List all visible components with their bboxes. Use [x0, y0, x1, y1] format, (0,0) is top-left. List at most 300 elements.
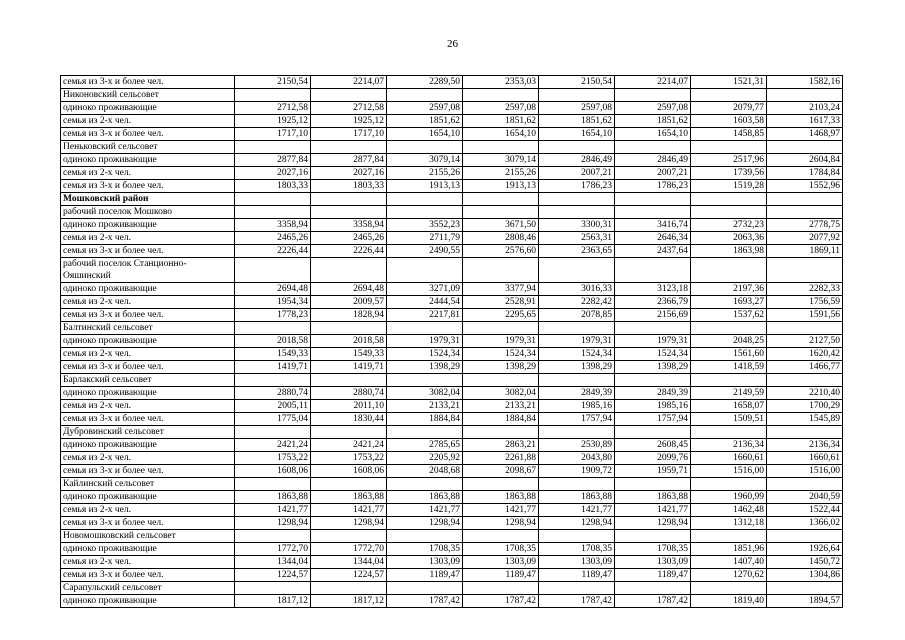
value-cell: 1830,44 [311, 413, 387, 426]
value-cell: 1421,77 [615, 504, 691, 517]
value-cell [463, 374, 539, 387]
value-cell [387, 141, 463, 154]
value-cell: 1298,94 [539, 517, 615, 530]
value-cell [463, 89, 539, 102]
value-cell: 2712,58 [311, 102, 387, 115]
value-cell: 1756,59 [767, 296, 843, 309]
value-cell: 2694,48 [235, 283, 311, 296]
value-cell: 2149,59 [691, 387, 767, 400]
value-cell [311, 258, 387, 283]
value-cell: 1787,42 [539, 595, 615, 608]
value-cell [311, 322, 387, 335]
row-label: семья из 2-х чел. [61, 232, 235, 245]
value-cell [235, 89, 311, 102]
value-cell: 2007,21 [615, 167, 691, 180]
locality-header-row [61, 426, 843, 439]
table-row [61, 128, 843, 141]
value-cell [387, 206, 463, 219]
row-label: семья из 3-х и более чел. [61, 361, 235, 374]
value-cell: 2880,74 [235, 387, 311, 400]
value-cell: 2421,24 [311, 439, 387, 452]
value-cell [615, 89, 691, 102]
locality-header-row [61, 141, 843, 154]
value-cell [235, 141, 311, 154]
value-cell: 1772,70 [311, 543, 387, 556]
value-cell: 1851,62 [615, 115, 691, 128]
value-cell: 1772,70 [235, 543, 311, 556]
value-cell: 1979,31 [615, 335, 691, 348]
value-cell: 1366,02 [767, 517, 843, 530]
value-cell: 1757,94 [615, 413, 691, 426]
value-cell: 1304,86 [767, 569, 843, 582]
value-cell: 2363,65 [539, 245, 615, 258]
value-cell: 2282,42 [539, 296, 615, 309]
value-cell [463, 258, 539, 283]
value-cell: 1658,07 [691, 400, 767, 413]
row-label: Кайлинский сельсовет [61, 478, 235, 491]
value-cell: 3079,14 [387, 154, 463, 167]
value-cell: 2465,26 [235, 232, 311, 245]
value-cell: 1979,31 [539, 335, 615, 348]
value-cell [387, 530, 463, 543]
value-cell: 2079,77 [691, 102, 767, 115]
value-cell: 2490,55 [387, 245, 463, 258]
table-row [61, 180, 843, 193]
value-cell: 1926,64 [767, 543, 843, 556]
value-cell: 1298,94 [463, 517, 539, 530]
value-cell: 2608,45 [615, 439, 691, 452]
row-label: рабочий поселок Станционно-Ояшинский [61, 258, 235, 283]
value-cell [767, 582, 843, 595]
value-cell: 1298,94 [235, 517, 311, 530]
value-cell [235, 258, 311, 283]
value-cell: 2732,23 [691, 219, 767, 232]
value-cell [539, 141, 615, 154]
value-cell: 2197,36 [691, 283, 767, 296]
row-label: семья из 3-х и более чел. [61, 76, 235, 89]
table-row [61, 296, 843, 309]
value-cell: 2155,26 [463, 167, 539, 180]
value-cell: 2027,16 [235, 167, 311, 180]
table-row [61, 219, 843, 232]
value-cell: 2846,49 [539, 154, 615, 167]
table-row [61, 465, 843, 478]
value-cell: 1524,34 [387, 348, 463, 361]
locality-header-row [61, 374, 843, 387]
value-cell: 2007,21 [539, 167, 615, 180]
row-label: одиноко проживающие [61, 543, 235, 556]
value-cell: 2136,34 [691, 439, 767, 452]
value-cell [311, 374, 387, 387]
value-cell [691, 582, 767, 595]
table-row [61, 517, 843, 530]
value-cell [235, 206, 311, 219]
value-cell [615, 258, 691, 283]
value-cell: 1421,77 [387, 504, 463, 517]
value-cell: 1863,88 [235, 491, 311, 504]
value-cell: 1753,22 [311, 452, 387, 465]
table-row [61, 245, 843, 258]
row-label: семья из 2-х чел. [61, 556, 235, 569]
value-cell [767, 530, 843, 543]
value-cell: 2077,92 [767, 232, 843, 245]
row-label: Новомошковский сельсовет [61, 530, 235, 543]
value-cell: 1620,42 [767, 348, 843, 361]
value-cell [539, 374, 615, 387]
locality-header-row [61, 478, 843, 491]
value-cell: 2217,81 [387, 309, 463, 322]
value-cell: 2517,96 [691, 154, 767, 167]
value-cell: 1421,77 [463, 504, 539, 517]
tariff-table [60, 75, 843, 608]
page-number: 26 [447, 38, 458, 50]
value-cell: 1863,88 [311, 491, 387, 504]
value-cell [463, 478, 539, 491]
value-cell [235, 193, 311, 206]
value-cell [691, 206, 767, 219]
value-cell: 2563,31 [539, 232, 615, 245]
value-cell: 1817,12 [311, 595, 387, 608]
value-cell: 1545,89 [767, 413, 843, 426]
table-row [61, 543, 843, 556]
value-cell: 1312,18 [691, 517, 767, 530]
row-label: Балтинский сельсовет [61, 322, 235, 335]
table-row [61, 439, 843, 452]
value-cell [311, 141, 387, 154]
value-cell: 2846,49 [615, 154, 691, 167]
value-cell [311, 206, 387, 219]
value-cell: 2048,68 [387, 465, 463, 478]
value-cell: 2421,24 [235, 439, 311, 452]
value-cell: 2597,08 [463, 102, 539, 115]
value-cell: 1979,31 [463, 335, 539, 348]
value-cell: 1462,48 [691, 504, 767, 517]
value-cell [235, 582, 311, 595]
value-cell [387, 582, 463, 595]
value-cell: 3123,18 [615, 283, 691, 296]
value-cell: 2694,48 [311, 283, 387, 296]
value-cell: 3377,94 [463, 283, 539, 296]
table-row [61, 504, 843, 517]
value-cell [387, 89, 463, 102]
row-label: Пеньковский сельсовет [61, 141, 235, 154]
value-cell: 2808,46 [463, 232, 539, 245]
value-cell: 1884,84 [463, 413, 539, 426]
row-label: рабочий поселок Мошково [61, 206, 235, 219]
value-cell: 2880,74 [311, 387, 387, 400]
value-cell [615, 193, 691, 206]
value-cell: 1421,77 [539, 504, 615, 517]
value-cell: 1660,61 [767, 452, 843, 465]
value-cell: 2261,88 [463, 452, 539, 465]
value-cell [463, 322, 539, 335]
value-cell [463, 582, 539, 595]
row-label: одиноко проживающие [61, 335, 235, 348]
value-cell [767, 141, 843, 154]
value-cell: 1803,33 [311, 180, 387, 193]
value-cell: 1608,06 [235, 465, 311, 478]
value-cell: 2133,21 [463, 400, 539, 413]
value-cell: 2282,33 [767, 283, 843, 296]
value-cell: 1863,98 [691, 245, 767, 258]
value-cell: 1708,35 [387, 543, 463, 556]
table-row [61, 335, 843, 348]
row-label: одиноко проживающие [61, 491, 235, 504]
value-cell [539, 206, 615, 219]
value-cell: 2711,79 [387, 232, 463, 245]
value-cell: 1521,31 [691, 76, 767, 89]
value-cell: 1954,34 [235, 296, 311, 309]
row-label: семья из 2-х чел. [61, 452, 235, 465]
value-cell: 1913,13 [387, 180, 463, 193]
value-cell: 2597,08 [387, 102, 463, 115]
value-cell [463, 530, 539, 543]
value-cell: 2576,60 [463, 245, 539, 258]
value-cell: 3300,31 [539, 219, 615, 232]
value-cell: 1537,62 [691, 309, 767, 322]
value-cell: 1819,40 [691, 595, 767, 608]
value-cell: 1549,33 [311, 348, 387, 361]
value-cell: 1654,10 [615, 128, 691, 141]
value-cell: 2027,16 [311, 167, 387, 180]
table-row [61, 452, 843, 465]
row-label: семья из 2-х чел. [61, 296, 235, 309]
value-cell [235, 478, 311, 491]
value-cell: 3079,14 [463, 154, 539, 167]
value-cell: 2437,64 [615, 245, 691, 258]
value-cell: 1828,94 [311, 309, 387, 322]
value-cell: 3416,74 [615, 219, 691, 232]
value-cell: 2849,39 [539, 387, 615, 400]
value-cell: 1189,47 [615, 569, 691, 582]
value-cell [539, 193, 615, 206]
value-cell: 1913,13 [463, 180, 539, 193]
row-label: семья из 3-х и более чел. [61, 180, 235, 193]
district-header-row [61, 193, 843, 206]
value-cell: 1303,09 [539, 556, 615, 569]
value-cell: 2366,79 [615, 296, 691, 309]
row-label: одиноко проживающие [61, 283, 235, 296]
value-cell: 3358,94 [311, 219, 387, 232]
value-cell: 2604,84 [767, 154, 843, 167]
value-cell [463, 206, 539, 219]
value-cell [463, 426, 539, 439]
table-row [61, 595, 843, 608]
value-cell [387, 374, 463, 387]
value-cell: 1959,71 [615, 465, 691, 478]
value-cell: 1654,10 [463, 128, 539, 141]
value-cell: 2226,44 [235, 245, 311, 258]
value-cell: 1603,58 [691, 115, 767, 128]
value-cell [615, 478, 691, 491]
value-cell [387, 258, 463, 283]
row-label: семья из 2-х чел. [61, 167, 235, 180]
value-cell: 1398,29 [387, 361, 463, 374]
value-cell [691, 478, 767, 491]
value-cell: 2043,80 [539, 452, 615, 465]
value-cell [235, 374, 311, 387]
value-cell: 1869,11 [767, 245, 843, 258]
value-cell [311, 193, 387, 206]
row-label: семья из 3-х и более чел. [61, 413, 235, 426]
locality-header-row [61, 530, 843, 543]
value-cell: 1552,96 [767, 180, 843, 193]
value-cell [767, 322, 843, 335]
row-label: одиноко проживающие [61, 439, 235, 452]
table-row [61, 154, 843, 167]
value-cell: 1303,09 [387, 556, 463, 569]
value-cell: 1549,33 [235, 348, 311, 361]
value-cell: 2009,57 [311, 296, 387, 309]
row-label: семья из 3-х и более чел. [61, 569, 235, 582]
value-cell [691, 426, 767, 439]
value-cell: 1450,72 [767, 556, 843, 569]
value-cell: 2849,39 [615, 387, 691, 400]
value-cell: 3016,33 [539, 283, 615, 296]
value-cell [767, 374, 843, 387]
table-row [61, 309, 843, 322]
value-cell: 1786,23 [615, 180, 691, 193]
value-cell: 1863,88 [463, 491, 539, 504]
locality-header-row [61, 206, 843, 219]
value-cell [767, 426, 843, 439]
value-cell: 1524,34 [615, 348, 691, 361]
value-cell: 1660,61 [691, 452, 767, 465]
table-row [61, 413, 843, 426]
value-cell: 3082,04 [463, 387, 539, 400]
value-cell: 1398,29 [463, 361, 539, 374]
value-cell: 1421,77 [311, 504, 387, 517]
value-cell [387, 193, 463, 206]
value-cell: 1418,59 [691, 361, 767, 374]
value-cell: 2597,08 [539, 102, 615, 115]
table-row [61, 400, 843, 413]
value-cell: 1757,94 [539, 413, 615, 426]
value-cell: 1708,35 [539, 543, 615, 556]
table-row [61, 232, 843, 245]
table-row [61, 491, 843, 504]
value-cell: 1909,72 [539, 465, 615, 478]
value-cell: 1775,04 [235, 413, 311, 426]
value-cell [615, 530, 691, 543]
value-cell: 1270,62 [691, 569, 767, 582]
value-cell [387, 426, 463, 439]
row-label: Барлакский сельсовет [61, 374, 235, 387]
value-cell: 1419,71 [235, 361, 311, 374]
value-cell: 2214,07 [311, 76, 387, 89]
value-cell: 1524,34 [463, 348, 539, 361]
value-cell [311, 530, 387, 543]
value-cell: 1985,16 [615, 400, 691, 413]
value-cell: 1524,34 [539, 348, 615, 361]
value-cell: 1509,51 [691, 413, 767, 426]
value-cell [615, 206, 691, 219]
value-cell: 1753,22 [235, 452, 311, 465]
table-row [61, 348, 843, 361]
value-cell: 2156,69 [615, 309, 691, 322]
value-cell [691, 141, 767, 154]
value-cell: 1398,29 [539, 361, 615, 374]
row-label: Никоновский сельсовет [61, 89, 235, 102]
value-cell [767, 206, 843, 219]
value-cell: 2646,34 [615, 232, 691, 245]
value-cell: 2877,84 [235, 154, 311, 167]
value-cell [691, 374, 767, 387]
value-cell: 1421,77 [235, 504, 311, 517]
value-cell: 3671,50 [463, 219, 539, 232]
row-label: Сарапульский сельсовет [61, 582, 235, 595]
value-cell: 1344,04 [311, 556, 387, 569]
value-cell [767, 258, 843, 283]
value-cell: 2712,58 [235, 102, 311, 115]
value-cell [539, 258, 615, 283]
value-cell: 1298,94 [311, 517, 387, 530]
locality-header-row [61, 89, 843, 102]
value-cell: 1787,42 [463, 595, 539, 608]
table-row [61, 556, 843, 569]
value-cell: 2530,89 [539, 439, 615, 452]
value-cell [311, 426, 387, 439]
value-cell [539, 89, 615, 102]
value-cell [235, 426, 311, 439]
value-cell: 1784,84 [767, 167, 843, 180]
value-cell [691, 193, 767, 206]
value-cell: 1303,09 [615, 556, 691, 569]
value-cell: 1851,62 [463, 115, 539, 128]
value-cell: 2778,75 [767, 219, 843, 232]
value-cell: 2040,59 [767, 491, 843, 504]
value-cell: 2155,26 [387, 167, 463, 180]
table-row [61, 167, 843, 180]
value-cell: 1189,47 [463, 569, 539, 582]
value-cell: 1608,06 [311, 465, 387, 478]
value-cell: 1803,33 [235, 180, 311, 193]
row-label: одиноко проживающие [61, 387, 235, 400]
value-cell: 1516,00 [691, 465, 767, 478]
value-cell: 1189,47 [387, 569, 463, 582]
row-label: семья из 2-х чел. [61, 400, 235, 413]
value-cell: 1519,28 [691, 180, 767, 193]
value-cell: 1894,57 [767, 595, 843, 608]
row-label: семья из 3-х и более чел. [61, 309, 235, 322]
value-cell [615, 374, 691, 387]
value-cell [463, 141, 539, 154]
value-cell: 3271,09 [387, 283, 463, 296]
value-cell: 1851,96 [691, 543, 767, 556]
value-cell [767, 193, 843, 206]
table-row [61, 361, 843, 374]
value-cell: 2205,92 [387, 452, 463, 465]
value-cell: 1303,09 [463, 556, 539, 569]
value-cell: 3082,04 [387, 387, 463, 400]
value-cell: 1407,40 [691, 556, 767, 569]
value-cell [463, 193, 539, 206]
table-row [61, 76, 843, 89]
row-label: семья из 2-х чел. [61, 348, 235, 361]
value-cell: 1224,57 [235, 569, 311, 582]
value-cell: 2150,54 [539, 76, 615, 89]
row-label: семья из 2-х чел. [61, 504, 235, 517]
value-cell: 2597,08 [615, 102, 691, 115]
value-cell: 1700,29 [767, 400, 843, 413]
value-cell [767, 89, 843, 102]
value-cell: 2048,25 [691, 335, 767, 348]
row-label: одиноко проживающие [61, 595, 235, 608]
value-cell [539, 582, 615, 595]
value-cell: 1851,62 [387, 115, 463, 128]
value-cell: 2863,21 [463, 439, 539, 452]
value-cell: 2078,85 [539, 309, 615, 322]
